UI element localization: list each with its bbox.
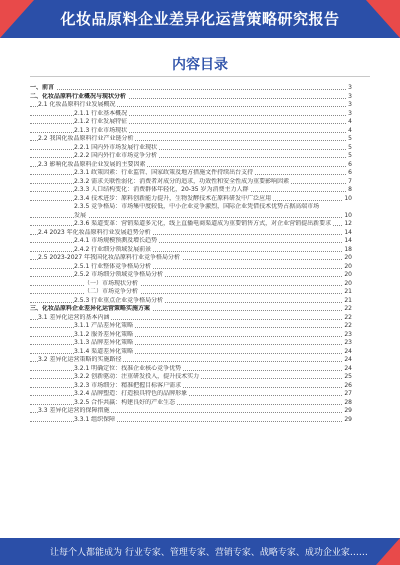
toc-entry-page: 24 bbox=[344, 364, 352, 372]
toc-entry[interactable] bbox=[30, 365, 352, 374]
toc-entry-page: 22 bbox=[344, 313, 352, 321]
toc-entry[interactable] bbox=[30, 263, 352, 272]
toc-entry-label: 2.3.1 政策因素：行业监管、国家政策及地方措施文件持续出台支持 bbox=[74, 169, 254, 176]
toc-entry[interactable] bbox=[30, 135, 352, 144]
toc-entry-page: 5 bbox=[348, 143, 352, 151]
toc-entry-label: 2.4.1 市场规模预测及增长趋势 bbox=[74, 237, 158, 244]
toc-entry[interactable] bbox=[30, 203, 352, 212]
toc-entry-label: 2.5.2 市场细分领域竞争格局分析 bbox=[74, 271, 164, 278]
header-banner bbox=[0, 0, 400, 38]
toc-entry-label: 2.4 2023 年化妆品原料行业发展趋势分析 bbox=[38, 228, 151, 236]
toc-entry-page: 24 bbox=[344, 347, 352, 355]
toc-entry-label: 2.3 影响化妆品原料企业发展的主要因素 bbox=[38, 160, 146, 168]
toc-entry-page: 14 bbox=[344, 237, 352, 244]
toc-entry-label: （一）市场现状分析 bbox=[84, 279, 139, 287]
toc-entry-page: 28 bbox=[344, 398, 352, 406]
toc-entry-label: 三、化妆品原料企业差异化运营策略实施方案 bbox=[30, 305, 151, 312]
toc-entry-label: 一、前言 bbox=[30, 84, 55, 91]
toc-entry[interactable] bbox=[30, 195, 352, 204]
toc-entry-label: 3.1.1 产品差异化策略 bbox=[74, 322, 134, 329]
toc-entry[interactable] bbox=[30, 382, 352, 391]
toc-entry[interactable] bbox=[30, 246, 352, 255]
footer-slogan: 让每个人都能成为 行业专家、管理专家、营销专家、战略专家、成功企业家…… bbox=[50, 548, 368, 558]
toc-entry-label: 2.3.4 技术进步：原料创新能力提升，生物发酵技术在原料研发中广泛应用 bbox=[74, 194, 272, 202]
toc-entry-label: 2.3.2 需求关联性弱化：消费者对成分的追求，功效性和安全性成为重要影响因素 bbox=[74, 177, 290, 185]
toc-entry-label: 2.2.1 国内外市场发展行业现状 bbox=[74, 143, 158, 151]
toc-entry[interactable] bbox=[30, 407, 352, 416]
toc-entry-label: 3.2.1 明确定位：找准企业核心竞争优势 bbox=[74, 364, 182, 372]
toc-entry-page: 23 bbox=[344, 330, 352, 338]
toc-entry-label: 2.5 2023-2027 年我国化妆品原料行业竞争格局分析 bbox=[38, 254, 181, 261]
toc-entry-page: 20 bbox=[344, 262, 352, 270]
toc-entry[interactable] bbox=[30, 169, 352, 178]
toc-entry-label: 3.1.4 渠道差异化策略 bbox=[74, 347, 134, 355]
toc-entry[interactable] bbox=[30, 399, 352, 408]
toc-entry[interactable] bbox=[30, 237, 352, 246]
toc-entry-page: 23 bbox=[344, 339, 352, 346]
toc-entry-page: 10 bbox=[344, 211, 352, 219]
toc-leader-dots bbox=[30, 89, 352, 90]
toc-entry-page: 22 bbox=[344, 322, 352, 329]
toc-entry-page: 6 bbox=[348, 169, 352, 176]
toc-entry[interactable] bbox=[30, 84, 352, 93]
toc-entry-page: 21 bbox=[344, 288, 352, 295]
toc-entry-page: 12 bbox=[344, 220, 352, 227]
footer-decoration bbox=[376, 538, 400, 565]
report-title: 化妆品原料企业差异化运营策略研究报告 bbox=[60, 10, 340, 28]
toc-entry-label: （二）市场竞争分析 bbox=[84, 288, 139, 295]
toc-entry-label: 3.2.4 品牌塑造：打造独具特色的品牌形象 bbox=[74, 390, 188, 397]
toc-entry-page: 3 bbox=[348, 101, 352, 108]
toc-entry-label: 2.5.3 行业重点企业竞争格局分析 bbox=[74, 296, 164, 304]
toc-entry-page: 20 bbox=[344, 279, 352, 287]
toc-entry-page: 20 bbox=[344, 254, 352, 261]
toc-entry-page: 29 bbox=[344, 415, 352, 423]
toc-entry[interactable] bbox=[30, 212, 352, 221]
toc-entry[interactable] bbox=[30, 305, 352, 314]
toc-entry[interactable] bbox=[30, 356, 352, 365]
toc-entry-label: 3.2.3 市场细分：精准把握目标客户需求 bbox=[74, 381, 182, 389]
toc-entry-label: 2.3.5 竞争格局：市场集中度较低，中小企业竞争激烈，国际企业凭借技术优势占据高端市场 bbox=[74, 203, 320, 210]
toc-leader-dots bbox=[30, 293, 352, 294]
toc-entry[interactable] bbox=[30, 373, 352, 382]
toc-entry[interactable] bbox=[30, 331, 352, 340]
toc-entry-label: 3.2.2 创新驱动：注重研发投入，提升技术实力 bbox=[74, 373, 200, 380]
toc-entry[interactable] bbox=[30, 178, 352, 187]
toc-entry[interactable] bbox=[30, 144, 352, 153]
toc-entry[interactable] bbox=[30, 339, 352, 348]
toc-entry-label: 3.3.1 组织保障 bbox=[74, 415, 116, 423]
toc-entry[interactable] bbox=[30, 254, 352, 263]
toc-entry-page: 24 bbox=[344, 356, 352, 363]
toc-entry-label: 3.3 差异化运营的保障措施 bbox=[38, 407, 110, 414]
toc-entry-label: 2.5.1 行业整体竞争格局分析 bbox=[74, 262, 152, 270]
toc-entry-label: 3.1.2 服务差异化策略 bbox=[74, 330, 134, 338]
toc-entry-page: 21 bbox=[344, 296, 352, 304]
toc-entry[interactable] bbox=[30, 314, 352, 323]
toc-entry-label: 2.2.2 国内外行业市场竞争分析 bbox=[74, 152, 158, 159]
toc-entry-page: 8 bbox=[348, 186, 352, 193]
toc-entry-label: 2.2 我国化妆品原料行业产业链分析 bbox=[38, 135, 134, 142]
toc-entry-label: 2.1.3 行业市场现状 bbox=[74, 126, 128, 134]
toc-entry[interactable] bbox=[30, 186, 352, 195]
toc-entry[interactable] bbox=[30, 229, 352, 238]
toc-leader-dots bbox=[30, 285, 352, 286]
table-of-contents bbox=[30, 84, 352, 424]
toc-entry-label: 3.2 差异化运营策略的实施路径 bbox=[38, 356, 122, 363]
toc-entry-page: 3 bbox=[348, 84, 352, 91]
toc-entry[interactable] bbox=[30, 161, 352, 170]
toc-entry-page: 5 bbox=[348, 152, 352, 159]
toc-entry-page: 20 bbox=[344, 271, 352, 278]
toc-entry-label: 发展 bbox=[74, 211, 87, 219]
toc-entry[interactable] bbox=[30, 416, 352, 425]
toc-entry[interactable] bbox=[30, 390, 352, 399]
toc-entry-page: 5 bbox=[348, 135, 352, 142]
toc-entry-label: 2.1.2 行业发展特征 bbox=[74, 118, 128, 125]
toc-entry-label: 3.1.3 品牌差异化策略 bbox=[74, 339, 134, 346]
toc-entry[interactable] bbox=[30, 101, 352, 110]
toc-entry-page: 27 bbox=[344, 390, 352, 397]
toc-entry-page: 4 bbox=[348, 118, 352, 125]
toc-entry[interactable] bbox=[30, 297, 352, 306]
toc-entry-page: 6 bbox=[348, 160, 352, 168]
toc-heading-divider bbox=[30, 76, 370, 77]
toc-entry-page: 14 bbox=[344, 228, 352, 236]
toc-entry[interactable] bbox=[30, 288, 352, 297]
toc-entry-label: 2.1 化妆品原料行业发展概况 bbox=[38, 101, 116, 108]
toc-entry-page: 18 bbox=[344, 245, 352, 253]
toc-entry-label: 二、化妆品原料行业概况与现状分析 bbox=[30, 92, 127, 100]
toc-entry[interactable] bbox=[30, 93, 352, 102]
toc-entry[interactable] bbox=[30, 280, 352, 289]
toc-entry-label: 2.3.6 渠道变革：营销渠道多元化，线上直播电商渠道成为重要销售方式，对企业营销提出新要求 bbox=[74, 220, 332, 227]
toc-entry[interactable] bbox=[30, 220, 352, 229]
toc-entry-page: 26 bbox=[344, 381, 352, 389]
toc-entry-label: 2.3.3 人口结构变化：消费群体年轻化，20-35 岁为消费主力人群 bbox=[74, 186, 249, 193]
toc-entry[interactable] bbox=[30, 118, 352, 127]
toc-entry[interactable] bbox=[30, 322, 352, 331]
toc-entry-page: 29 bbox=[344, 407, 352, 414]
toc-entry-page: 3 bbox=[348, 109, 352, 117]
toc-entry[interactable] bbox=[30, 127, 352, 136]
toc-entry-page: 22 bbox=[344, 305, 352, 312]
toc-entry-page: 10 bbox=[344, 194, 352, 202]
toc-entry-label: 2.4.2 行业细分领域发展前景 bbox=[74, 245, 152, 253]
toc-entry[interactable] bbox=[30, 152, 352, 161]
footer-banner bbox=[0, 538, 400, 565]
toc-entry-label: 2.1.1 行业基本概况 bbox=[74, 109, 128, 117]
toc-entry[interactable] bbox=[30, 348, 352, 357]
toc-entry-page: 7 bbox=[348, 177, 352, 185]
toc-entry-page: 3 bbox=[348, 92, 352, 100]
toc-entry[interactable] bbox=[30, 271, 352, 280]
toc-entry-label: 3.2.5 合作共赢：构建良好的产业生态 bbox=[74, 398, 176, 406]
toc-heading: 内容目录 bbox=[172, 57, 228, 73]
toc-entry-label: 3.1 差异化运营的基本内涵 bbox=[38, 313, 110, 321]
toc-entry-page: 4 bbox=[348, 126, 352, 134]
toc-entry-page: 25 bbox=[344, 373, 352, 380]
toc-entry[interactable] bbox=[30, 110, 352, 119]
